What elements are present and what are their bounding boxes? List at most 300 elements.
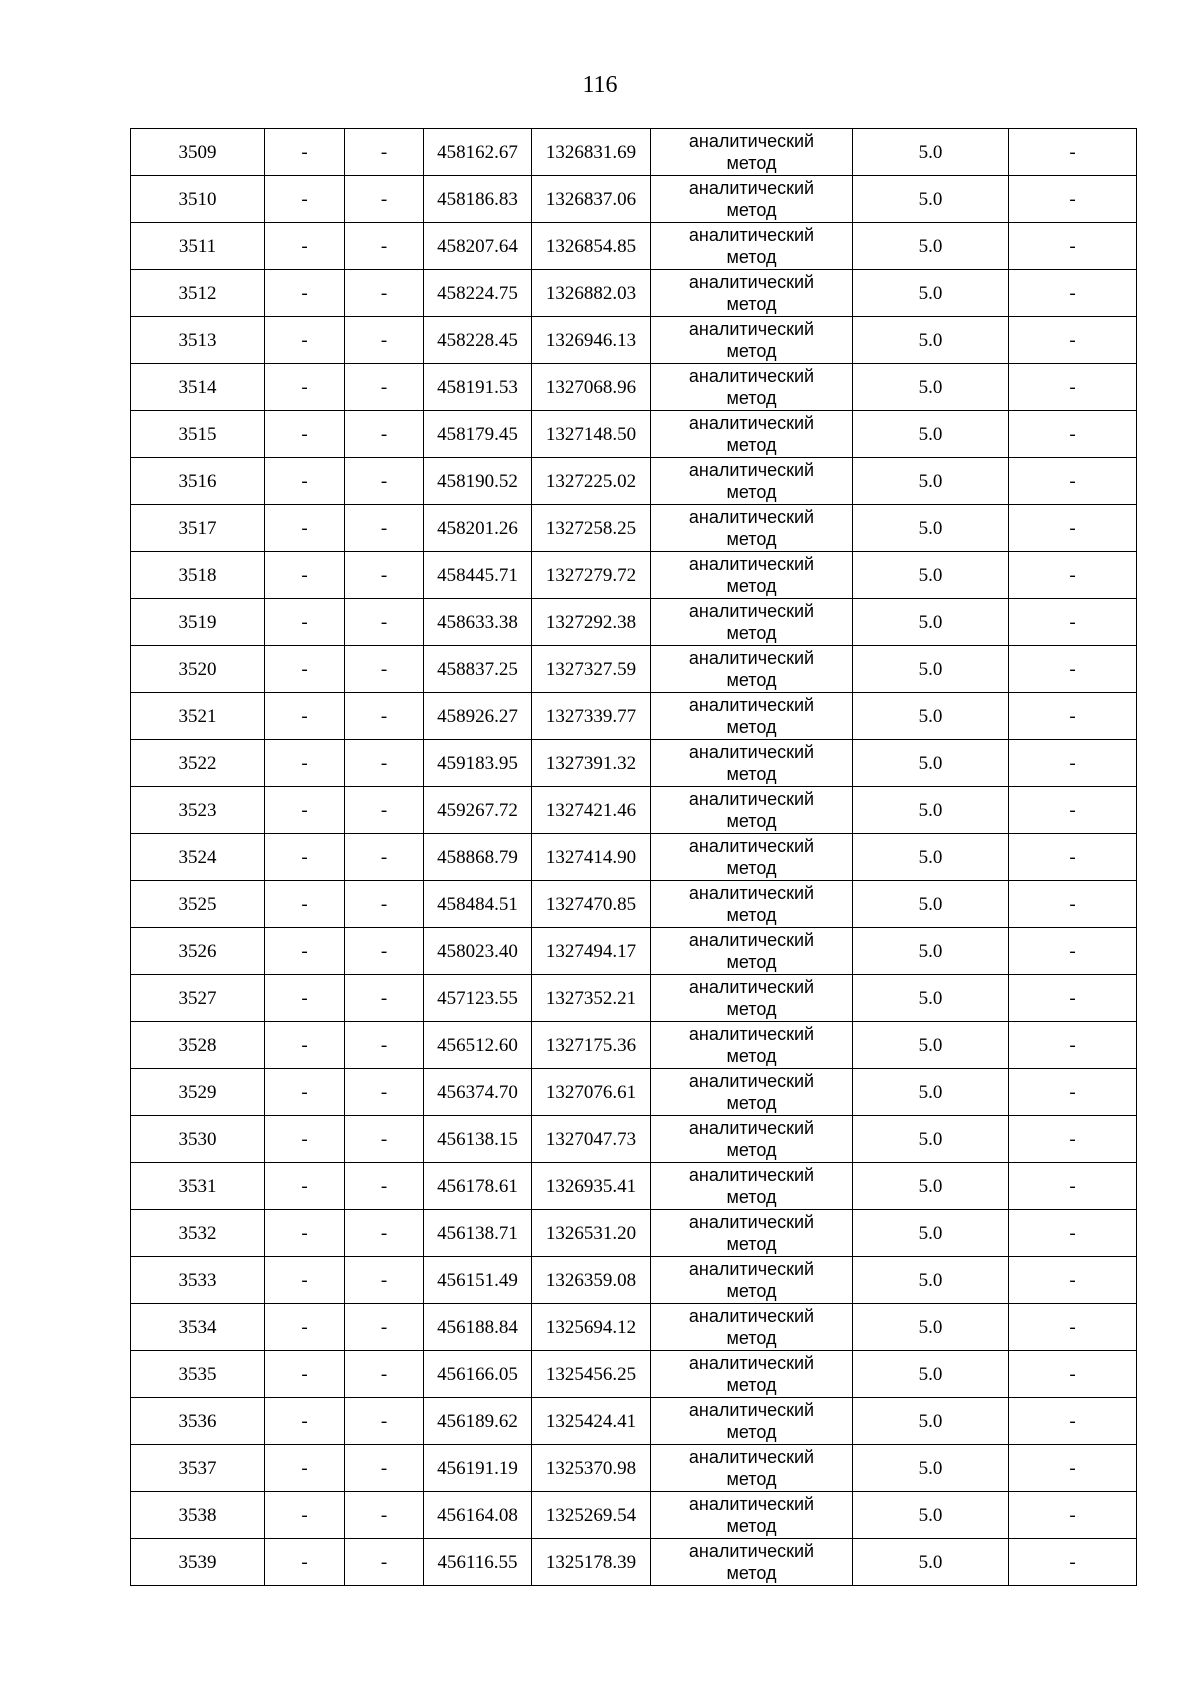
note-cell: - — [1009, 975, 1137, 1022]
point-number-cell: 3535 — [131, 1351, 265, 1398]
accuracy-cell: 5.0 — [853, 1069, 1009, 1116]
method-cell — [651, 1304, 853, 1351]
method-line-1: аналитический — [688, 554, 815, 574]
note-cell: - — [1009, 599, 1137, 646]
y-coordinate-cell: 1327175.36 — [532, 1022, 651, 1069]
empty-value-cell: - — [345, 928, 424, 975]
point-number-cell: 3517 — [131, 505, 265, 552]
method-line-1: аналитический — [688, 178, 815, 198]
note-cell: - — [1009, 364, 1137, 411]
note-cell: - — [1009, 1163, 1137, 1210]
empty-value-cell: - — [265, 975, 345, 1022]
point-number-cell: 3512 — [131, 270, 265, 317]
empty-value-cell: - — [265, 1257, 345, 1304]
coordinates-table — [130, 128, 1137, 1586]
empty-value-cell: - — [345, 1398, 424, 1445]
accuracy-cell: 5.0 — [853, 1163, 1009, 1210]
empty-value-cell: - — [265, 505, 345, 552]
table-row — [131, 1163, 1137, 1210]
y-coordinate-cell: 1325424.41 — [532, 1398, 651, 1445]
empty-value-cell: - — [265, 364, 345, 411]
method-line-2: метод — [726, 482, 777, 502]
method-line-1: аналитический — [688, 131, 815, 151]
point-number-cell: 3513 — [131, 317, 265, 364]
y-coordinate-cell: 1327327.59 — [532, 646, 651, 693]
table-row — [131, 1116, 1137, 1163]
x-coordinate-cell: 458190.52 — [424, 458, 532, 505]
empty-value-cell: - — [265, 1398, 345, 1445]
x-coordinate-cell: 458179.45 — [424, 411, 532, 458]
method-line-1: аналитический — [688, 460, 815, 480]
method-cell — [651, 834, 853, 881]
y-coordinate-cell: 1327225.02 — [532, 458, 651, 505]
empty-value-cell: - — [345, 599, 424, 646]
method-cell — [651, 176, 853, 223]
method-cell — [651, 740, 853, 787]
point-number-cell: 3531 — [131, 1163, 265, 1210]
empty-value-cell: - — [265, 1304, 345, 1351]
accuracy-cell: 5.0 — [853, 1398, 1009, 1445]
method-line-1: аналитический — [688, 1400, 815, 1420]
table-row — [131, 693, 1137, 740]
table-row — [131, 599, 1137, 646]
accuracy-cell: 5.0 — [853, 1492, 1009, 1539]
accuracy-cell: 5.0 — [853, 552, 1009, 599]
empty-value-cell: - — [265, 411, 345, 458]
method-line-2: метод — [726, 435, 777, 455]
method-cell — [651, 1116, 853, 1163]
method-line-1: аналитический — [688, 1165, 815, 1185]
note-cell: - — [1009, 693, 1137, 740]
note-cell: - — [1009, 1304, 1137, 1351]
x-coordinate-cell: 456151.49 — [424, 1257, 532, 1304]
empty-value-cell: - — [345, 364, 424, 411]
method-line-2: метод — [726, 952, 777, 972]
method-line-1: аналитический — [688, 883, 815, 903]
note-cell: - — [1009, 317, 1137, 364]
note-cell: - — [1009, 1445, 1137, 1492]
x-coordinate-cell: 456374.70 — [424, 1069, 532, 1116]
method-cell — [651, 317, 853, 364]
method-line-2: метод — [726, 811, 777, 831]
accuracy-cell: 5.0 — [853, 599, 1009, 646]
y-coordinate-cell: 1326946.13 — [532, 317, 651, 364]
accuracy-cell: 5.0 — [853, 129, 1009, 176]
empty-value-cell: - — [265, 270, 345, 317]
table-row — [131, 1539, 1137, 1586]
y-coordinate-cell: 1325694.12 — [532, 1304, 651, 1351]
method-line-2: метод — [726, 1281, 777, 1301]
method-line-1: аналитический — [688, 1118, 815, 1138]
note-cell: - — [1009, 1492, 1137, 1539]
accuracy-cell: 5.0 — [853, 1351, 1009, 1398]
note-cell: - — [1009, 1539, 1137, 1586]
empty-value-cell: - — [345, 129, 424, 176]
empty-value-cell: - — [345, 787, 424, 834]
method-cell — [651, 1398, 853, 1445]
table-row — [131, 364, 1137, 411]
method-cell — [651, 1445, 853, 1492]
accuracy-cell: 5.0 — [853, 1257, 1009, 1304]
x-coordinate-cell: 458926.27 — [424, 693, 532, 740]
table-row — [131, 740, 1137, 787]
x-coordinate-cell: 456178.61 — [424, 1163, 532, 1210]
empty-value-cell: - — [345, 176, 424, 223]
note-cell: - — [1009, 411, 1137, 458]
x-coordinate-cell: 456116.55 — [424, 1539, 532, 1586]
method-line-2: метод — [726, 153, 777, 173]
method-cell — [651, 1492, 853, 1539]
x-coordinate-cell: 458837.25 — [424, 646, 532, 693]
x-coordinate-cell: 456189.62 — [424, 1398, 532, 1445]
empty-value-cell: - — [345, 270, 424, 317]
method-cell — [651, 1069, 853, 1116]
y-coordinate-cell: 1325269.54 — [532, 1492, 651, 1539]
table-row — [131, 787, 1137, 834]
method-line-1: аналитический — [688, 1306, 815, 1326]
table-row — [131, 505, 1137, 552]
x-coordinate-cell: 458633.38 — [424, 599, 532, 646]
empty-value-cell: - — [265, 1069, 345, 1116]
empty-value-cell: - — [265, 223, 345, 270]
method-line-2: метод — [726, 670, 777, 690]
method-line-1: аналитический — [688, 1071, 815, 1091]
accuracy-cell: 5.0 — [853, 223, 1009, 270]
method-cell — [651, 693, 853, 740]
y-coordinate-cell: 1327148.50 — [532, 411, 651, 458]
method-cell — [651, 270, 853, 317]
point-number-cell: 3533 — [131, 1257, 265, 1304]
accuracy-cell: 5.0 — [853, 975, 1009, 1022]
point-number-cell: 3527 — [131, 975, 265, 1022]
method-line-2: метод — [726, 1140, 777, 1160]
empty-value-cell: - — [345, 552, 424, 599]
table-row — [131, 1257, 1137, 1304]
table-row — [131, 223, 1137, 270]
y-coordinate-cell: 1326854.85 — [532, 223, 651, 270]
empty-value-cell: - — [345, 1492, 424, 1539]
accuracy-cell: 5.0 — [853, 834, 1009, 881]
x-coordinate-cell: 458191.53 — [424, 364, 532, 411]
point-number-cell: 3516 — [131, 458, 265, 505]
accuracy-cell: 5.0 — [853, 693, 1009, 740]
point-number-cell: 3538 — [131, 1492, 265, 1539]
method-cell — [651, 1257, 853, 1304]
empty-value-cell: - — [265, 317, 345, 364]
x-coordinate-cell: 457123.55 — [424, 975, 532, 1022]
method-line-1: аналитический — [688, 413, 815, 433]
method-line-2: метод — [726, 388, 777, 408]
accuracy-cell: 5.0 — [853, 317, 1009, 364]
point-number-cell: 3523 — [131, 787, 265, 834]
empty-value-cell: - — [265, 928, 345, 975]
empty-value-cell: - — [345, 975, 424, 1022]
accuracy-cell: 5.0 — [853, 1116, 1009, 1163]
accuracy-cell: 5.0 — [853, 1445, 1009, 1492]
method-cell — [651, 1022, 853, 1069]
method-line-1: аналитический — [688, 507, 815, 527]
empty-value-cell: - — [345, 1445, 424, 1492]
y-coordinate-cell: 1327470.85 — [532, 881, 651, 928]
method-line-2: метод — [726, 999, 777, 1019]
x-coordinate-cell: 458186.83 — [424, 176, 532, 223]
method-line-2: метод — [726, 1469, 777, 1489]
y-coordinate-cell: 1326831.69 — [532, 129, 651, 176]
method-line-2: метод — [726, 1234, 777, 1254]
y-coordinate-cell: 1327339.77 — [532, 693, 651, 740]
table-row — [131, 1398, 1137, 1445]
note-cell: - — [1009, 1257, 1137, 1304]
method-cell — [651, 928, 853, 975]
method-line-2: метод — [726, 1093, 777, 1113]
empty-value-cell: - — [345, 693, 424, 740]
empty-value-cell: - — [345, 1351, 424, 1398]
method-cell — [651, 552, 853, 599]
method-line-2: метод — [726, 341, 777, 361]
empty-value-cell: - — [265, 740, 345, 787]
method-line-2: метод — [726, 623, 777, 643]
table-row — [131, 834, 1137, 881]
method-line-2: метод — [726, 905, 777, 925]
empty-value-cell: - — [345, 1539, 424, 1586]
accuracy-cell: 5.0 — [853, 1539, 1009, 1586]
y-coordinate-cell: 1327068.96 — [532, 364, 651, 411]
method-cell — [651, 458, 853, 505]
note-cell: - — [1009, 787, 1137, 834]
method-line-2: метод — [726, 200, 777, 220]
note-cell: - — [1009, 646, 1137, 693]
method-line-1: аналитический — [688, 742, 815, 762]
x-coordinate-cell: 458445.71 — [424, 552, 532, 599]
y-coordinate-cell: 1327421.46 — [532, 787, 651, 834]
empty-value-cell: - — [345, 505, 424, 552]
point-number-cell: 3534 — [131, 1304, 265, 1351]
point-number-cell: 3524 — [131, 834, 265, 881]
point-number-cell: 3528 — [131, 1022, 265, 1069]
empty-value-cell: - — [345, 458, 424, 505]
note-cell: - — [1009, 270, 1137, 317]
accuracy-cell: 5.0 — [853, 411, 1009, 458]
x-coordinate-cell: 458228.45 — [424, 317, 532, 364]
point-number-cell: 3511 — [131, 223, 265, 270]
y-coordinate-cell: 1326837.06 — [532, 176, 651, 223]
y-coordinate-cell: 1327391.32 — [532, 740, 651, 787]
method-line-1: аналитический — [688, 1494, 815, 1514]
method-cell — [651, 411, 853, 458]
method-cell — [651, 364, 853, 411]
method-line-1: аналитический — [688, 366, 815, 386]
note-cell: - — [1009, 1069, 1137, 1116]
accuracy-cell: 5.0 — [853, 1304, 1009, 1351]
accuracy-cell: 5.0 — [853, 1022, 1009, 1069]
method-line-1: аналитический — [688, 1447, 815, 1467]
method-line-2: метод — [726, 858, 777, 878]
empty-value-cell: - — [345, 740, 424, 787]
accuracy-cell: 5.0 — [853, 458, 1009, 505]
point-number-cell: 3521 — [131, 693, 265, 740]
note-cell: - — [1009, 834, 1137, 881]
empty-value-cell: - — [265, 1539, 345, 1586]
table-row — [131, 1351, 1137, 1398]
method-cell — [651, 1210, 853, 1257]
point-number-cell: 3518 — [131, 552, 265, 599]
y-coordinate-cell: 1327494.17 — [532, 928, 651, 975]
method-line-1: аналитический — [688, 977, 815, 997]
x-coordinate-cell: 458207.64 — [424, 223, 532, 270]
empty-value-cell: - — [345, 881, 424, 928]
method-cell — [651, 646, 853, 693]
table-body — [131, 129, 1137, 1586]
table-row — [131, 458, 1137, 505]
y-coordinate-cell: 1327076.61 — [532, 1069, 651, 1116]
empty-value-cell: - — [345, 223, 424, 270]
y-coordinate-cell: 1326935.41 — [532, 1163, 651, 1210]
method-cell — [651, 881, 853, 928]
note-cell: - — [1009, 1398, 1137, 1445]
empty-value-cell: - — [265, 1445, 345, 1492]
method-cell — [651, 787, 853, 834]
method-line-2: метод — [726, 764, 777, 784]
note-cell: - — [1009, 1210, 1137, 1257]
empty-value-cell: - — [345, 834, 424, 881]
y-coordinate-cell: 1326882.03 — [532, 270, 651, 317]
y-coordinate-cell: 1327279.72 — [532, 552, 651, 599]
note-cell: - — [1009, 881, 1137, 928]
note-cell: - — [1009, 1351, 1137, 1398]
point-number-cell: 3530 — [131, 1116, 265, 1163]
method-line-1: аналитический — [688, 930, 815, 950]
table-row — [131, 928, 1137, 975]
empty-value-cell: - — [345, 1304, 424, 1351]
empty-value-cell: - — [265, 693, 345, 740]
table-row — [131, 1022, 1137, 1069]
empty-value-cell: - — [265, 1210, 345, 1257]
table-row — [131, 1210, 1137, 1257]
method-cell — [651, 1351, 853, 1398]
table-row — [131, 975, 1137, 1022]
point-number-cell: 3536 — [131, 1398, 265, 1445]
x-coordinate-cell: 458162.67 — [424, 129, 532, 176]
accuracy-cell: 5.0 — [853, 881, 1009, 928]
table-row — [131, 1492, 1137, 1539]
accuracy-cell: 5.0 — [853, 505, 1009, 552]
method-cell — [651, 599, 853, 646]
empty-value-cell: - — [265, 1022, 345, 1069]
empty-value-cell: - — [265, 1492, 345, 1539]
x-coordinate-cell: 456188.84 — [424, 1304, 532, 1351]
table-row — [131, 270, 1137, 317]
method-cell — [651, 223, 853, 270]
empty-value-cell: - — [345, 411, 424, 458]
x-coordinate-cell: 459183.95 — [424, 740, 532, 787]
method-cell — [651, 1163, 853, 1210]
y-coordinate-cell: 1327352.21 — [532, 975, 651, 1022]
note-cell: - — [1009, 223, 1137, 270]
method-line-2: метод — [726, 717, 777, 737]
method-line-2: метод — [726, 529, 777, 549]
method-line-1: аналитический — [688, 1353, 815, 1373]
empty-value-cell: - — [265, 552, 345, 599]
method-cell — [651, 505, 853, 552]
x-coordinate-cell: 456191.19 — [424, 1445, 532, 1492]
empty-value-cell: - — [265, 599, 345, 646]
method-line-1: аналитический — [688, 1212, 815, 1232]
method-line-1: аналитический — [688, 601, 815, 621]
method-line-2: метод — [726, 1375, 777, 1395]
table-row — [131, 1304, 1137, 1351]
method-cell — [651, 1539, 853, 1586]
empty-value-cell: - — [265, 834, 345, 881]
x-coordinate-cell: 459267.72 — [424, 787, 532, 834]
point-number-cell: 3510 — [131, 176, 265, 223]
empty-value-cell: - — [265, 881, 345, 928]
empty-value-cell: - — [265, 176, 345, 223]
accuracy-cell: 5.0 — [853, 646, 1009, 693]
method-line-2: метод — [726, 1187, 777, 1207]
empty-value-cell: - — [265, 129, 345, 176]
table-row — [131, 552, 1137, 599]
x-coordinate-cell: 456164.08 — [424, 1492, 532, 1539]
x-coordinate-cell: 456166.05 — [424, 1351, 532, 1398]
method-line-1: аналитический — [688, 1024, 815, 1044]
note-cell: - — [1009, 1022, 1137, 1069]
x-coordinate-cell: 458868.79 — [424, 834, 532, 881]
method-line-2: метод — [726, 1328, 777, 1348]
empty-value-cell: - — [345, 646, 424, 693]
method-line-1: аналитический — [688, 648, 815, 668]
empty-value-cell: - — [265, 458, 345, 505]
note-cell: - — [1009, 740, 1137, 787]
method-line-1: аналитический — [688, 789, 815, 809]
method-cell — [651, 129, 853, 176]
method-cell — [651, 975, 853, 1022]
method-line-1: аналитический — [688, 836, 815, 856]
note-cell: - — [1009, 552, 1137, 599]
empty-value-cell: - — [345, 1022, 424, 1069]
page-number: 116 — [582, 72, 618, 98]
point-number-cell: 3522 — [131, 740, 265, 787]
method-line-2: метод — [726, 294, 777, 314]
accuracy-cell: 5.0 — [853, 364, 1009, 411]
method-line-1: аналитический — [688, 1541, 815, 1561]
note-cell: - — [1009, 505, 1137, 552]
point-number-cell: 3515 — [131, 411, 265, 458]
x-coordinate-cell: 456138.71 — [424, 1210, 532, 1257]
method-line-2: метод — [726, 1046, 777, 1066]
note-cell: - — [1009, 176, 1137, 223]
method-line-1: аналитический — [688, 695, 815, 715]
accuracy-cell: 5.0 — [853, 176, 1009, 223]
empty-value-cell: - — [345, 1210, 424, 1257]
empty-value-cell: - — [265, 1351, 345, 1398]
x-coordinate-cell: 458023.40 — [424, 928, 532, 975]
y-coordinate-cell: 1325178.39 — [532, 1539, 651, 1586]
note-cell: - — [1009, 458, 1137, 505]
x-coordinate-cell: 458201.26 — [424, 505, 532, 552]
empty-value-cell: - — [345, 1116, 424, 1163]
x-coordinate-cell: 456512.60 — [424, 1022, 532, 1069]
empty-value-cell: - — [345, 1163, 424, 1210]
accuracy-cell: 5.0 — [853, 740, 1009, 787]
method-line-2: метод — [726, 576, 777, 596]
method-line-1: аналитический — [688, 272, 815, 292]
empty-value-cell: - — [265, 1163, 345, 1210]
empty-value-cell: - — [265, 1116, 345, 1163]
method-line-2: метод — [726, 1422, 777, 1442]
point-number-cell: 3532 — [131, 1210, 265, 1257]
table-row — [131, 411, 1137, 458]
note-cell: - — [1009, 129, 1137, 176]
